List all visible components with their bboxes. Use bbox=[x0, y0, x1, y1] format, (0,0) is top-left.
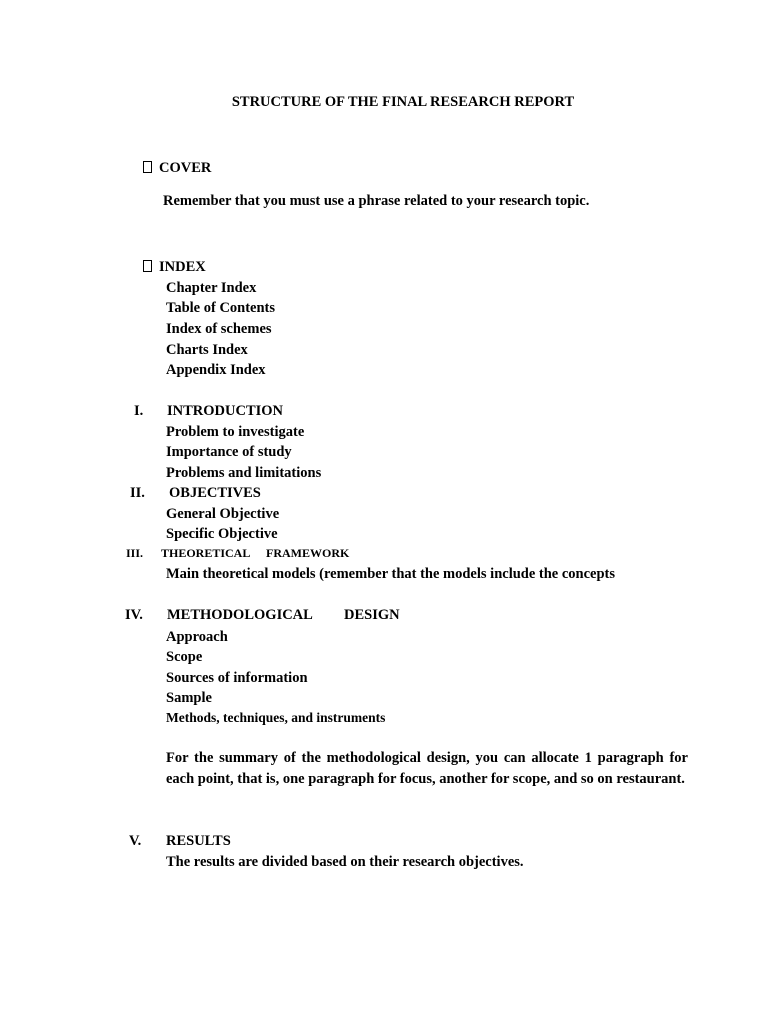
methodological-heading-part-1: METHODOLOGICAL bbox=[167, 607, 313, 623]
objectives-item: General Objective bbox=[166, 506, 280, 522]
cover-heading-label: COVER bbox=[159, 160, 212, 176]
methodological-item: Sample bbox=[166, 690, 212, 706]
section-numeral: IV. bbox=[125, 607, 143, 623]
methodological-item: Approach bbox=[166, 629, 228, 645]
methodological-item: Sources of information bbox=[166, 670, 308, 686]
introduction-item: Problem to investigate bbox=[166, 424, 305, 440]
introduction-heading: INTRODUCTION bbox=[167, 403, 284, 419]
cover-note: Remember that you must use a phrase related to your research topic. bbox=[163, 193, 590, 209]
index-item: Charts Index bbox=[166, 342, 248, 358]
checkbox-bullet-icon bbox=[143, 260, 152, 272]
methodological-summary: For the summary of the methodological design, you can allocate 1 paragraph for each point, that is, one paragraph for focus, another for scope, and so on restaurant. bbox=[166, 750, 688, 787]
index-item: Table of Contents bbox=[166, 300, 276, 316]
page-title: STRUCTURE OF THE FINAL RESEARCH REPORT bbox=[231, 94, 575, 110]
section-numeral: III. bbox=[126, 546, 144, 560]
index-item: Appendix Index bbox=[166, 362, 266, 378]
methodological-item: Methods, techniques, and instruments bbox=[166, 710, 386, 725]
index-heading-label: INDEX bbox=[159, 259, 206, 275]
results-heading: RESULTS bbox=[166, 833, 231, 849]
section-numeral: II. bbox=[130, 485, 145, 501]
theoretical-text: Main theoretical models (remember that the models include the concepts bbox=[166, 566, 616, 582]
introduction-item: Problems and limitations bbox=[166, 465, 322, 481]
index-item: Chapter Index bbox=[166, 280, 257, 296]
index-item: Index of schemes bbox=[166, 321, 272, 337]
index-heading bbox=[143, 260, 206, 275]
objectives-item: Specific Objective bbox=[166, 526, 278, 542]
theoretical-heading-part-1: THEORETICAL bbox=[161, 546, 251, 560]
cover-heading bbox=[143, 161, 211, 176]
objectives-heading: OBJECTIVES bbox=[169, 485, 261, 501]
checkbox-bullet-icon bbox=[143, 161, 152, 173]
results-text: The results are divided based on their research objectives. bbox=[166, 854, 524, 870]
section-numeral: V. bbox=[129, 833, 142, 849]
section-numeral: I. bbox=[134, 403, 144, 419]
theoretical-heading-part-2: FRAMEWORK bbox=[266, 546, 350, 560]
methodological-heading-part-2: DESIGN bbox=[344, 607, 400, 623]
methodological-item: Scope bbox=[166, 649, 203, 665]
introduction-item: Importance of study bbox=[166, 444, 292, 460]
